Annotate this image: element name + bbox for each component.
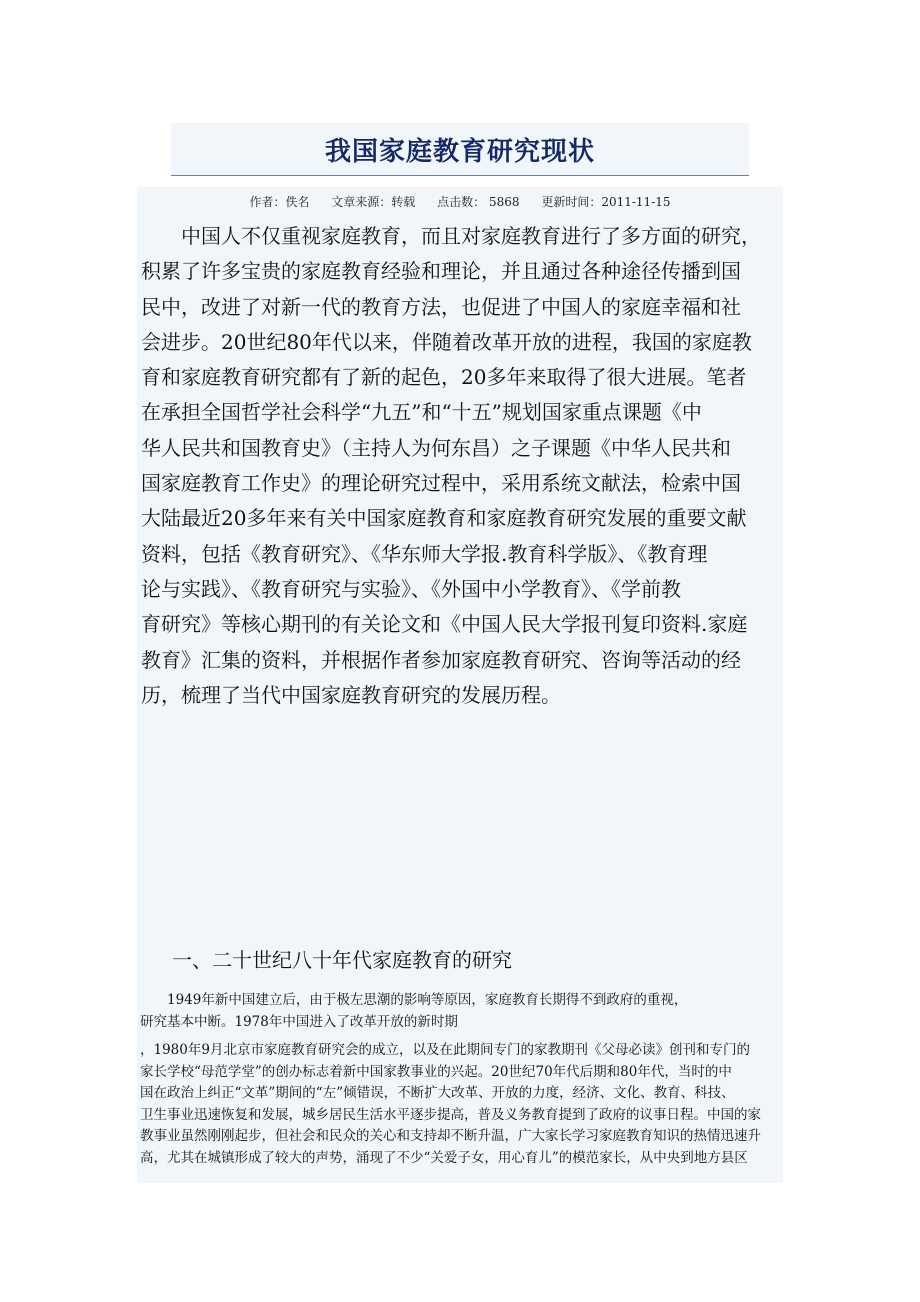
meta-hits: 点击数： 5868 (437, 195, 520, 209)
article-meta (137, 193, 783, 210)
text-line: 大陆最近20多年来有关中国家庭教育和家庭教育研究发展的重要文献 (141, 506, 747, 531)
article-title: 我国家庭教育研究现状 (324, 137, 595, 167)
text-line: 高，尤其在城镇形成了较大的声势，涌现了不少“关爱子女，用心育儿”的模范家长，从中央到地方县区 (140, 1149, 748, 1166)
text-line: 积累了许多宝贵的家庭教育经验和理论，并且通过各种途径传播到国 (141, 259, 741, 284)
text-line: 卫生事业迅速恢复和发展，城乡居民生活水平逐步提高，普及义务教育提到了政府的议事日程。中国的家 (140, 1106, 761, 1123)
text-line: 资料，包括《教育研究》、《华东师大学报.教育科学版》、《教育理 (141, 541, 708, 566)
text-line: 论与实践》、《教育研究与实验》、《外国中小学教育》、《学前教 (141, 576, 681, 601)
text-line: 民中，改进了对新一代的教育方法，也促进了中国人的家庭幸福和社 (141, 294, 741, 319)
meta-author: 作者：佚名 (249, 195, 310, 209)
section-heading: 一、二十世纪八十年代家庭教育的研究 (172, 948, 512, 972)
text-line: 历，梳理了当代中国家庭教育研究的发展历程。 (141, 682, 561, 707)
text-line: 中国人不仅重视家庭教育，而且对家庭教育进行了多方面的研究， (141, 224, 761, 248)
section-paragraph-b (140, 1040, 790, 1169)
intro-paragraph (141, 219, 781, 713)
text-line: 育研究》等核心期刊的有关论文和《中国人民大学报刊复印资料.家庭 (141, 612, 748, 637)
text-line: 1949年新中国建立后，由于极左思潮的影响等原因，家庭教育长期得不到政府的重视， (140, 992, 688, 1008)
text-line: 教事业虽然刚刚起步，但社会和民众的关心和支持却不断升温，广大家长学习家庭教育知识的热情迅速升 (140, 1128, 761, 1144)
meta-source: 文章来源：转载 (331, 195, 416, 209)
meta-updated: 更新时间：2011-11-15 (541, 195, 671, 209)
text-line: 育和家庭教育研究都有了新的起色，20多年来取得了很大进展。笔者 (141, 365, 747, 390)
text-line: 华人民共和国教育史》（主持人为何东昌）之子课题《中华人民共和 (141, 435, 731, 460)
text-line: 在承担全国哲学社会科学“九五”和“十五”规划国家重点课题《中 (141, 400, 702, 425)
text-line: 研究基本中断。1978年中国进入了改革开放的新时期 (140, 1013, 458, 1030)
text-line: 国在政治上纠正“文革”期间的“左”倾错误，不断扩大改革、开放的力度，经济、文化、教育、科技、 (140, 1085, 735, 1101)
text-line: ，1980年9月北京市家庭教育研究会的成立，以及在此期间专门的家教期刊《父母必读》创刊和专门的 (140, 1042, 750, 1058)
section-paragraph-a (140, 990, 790, 1033)
text-line: 家长学校“母范学堂”的创办标志着新中国家教事业的兴起。20世纪70年代后期和80年代，当时的中 (140, 1063, 732, 1080)
text-line: 国家庭教育工作史》的理论研究过程中，采用系统文献法，检索中国 (141, 471, 741, 496)
title-banner (171, 123, 749, 176)
text-line: 教育》汇集的资料，并根据作者参加家庭教育研究、咨询等活动的经 (141, 647, 741, 672)
text-line: 会进步。20世纪80年代以来，伴随着改革开放的进程，我国的家庭教 (141, 329, 752, 354)
